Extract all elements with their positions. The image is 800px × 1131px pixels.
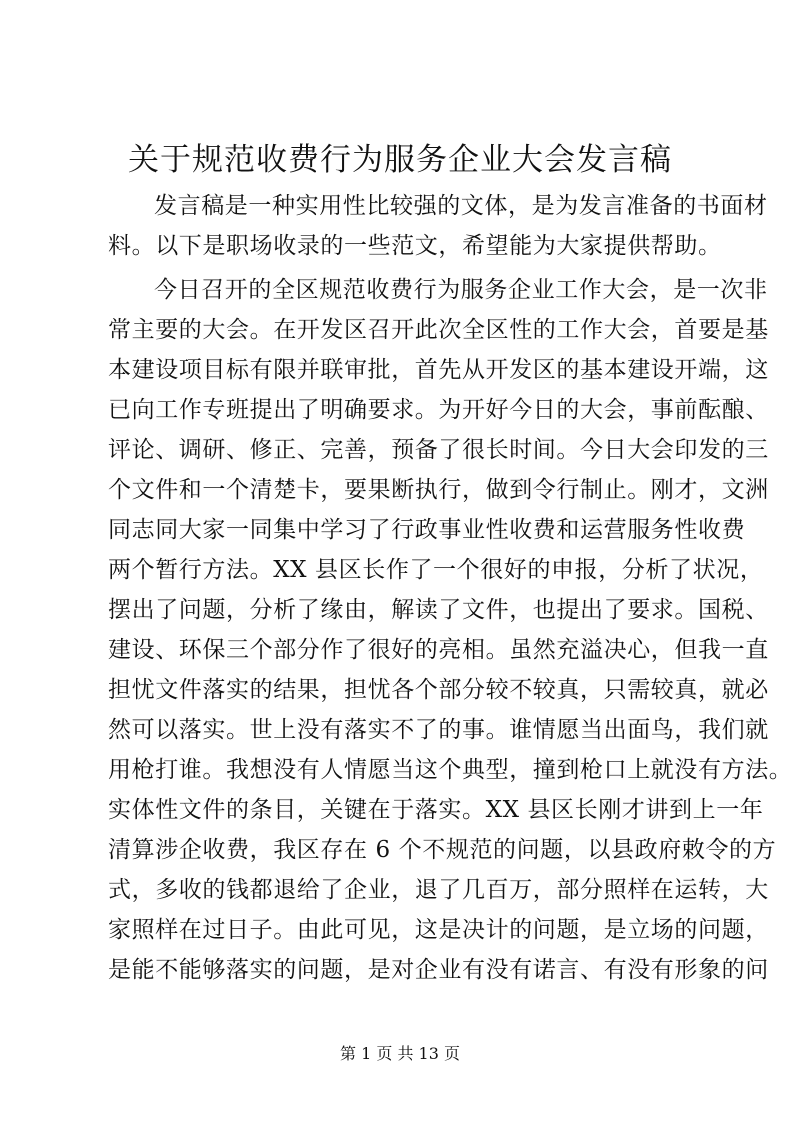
intro-line: 料。以下是职场收录的一些范文，希望能为大家提供帮助。	[108, 233, 722, 259]
paragraph-line: 两个暂行方法。XX 县区长作了一个很好的申报，分析了状况，	[108, 557, 764, 583]
paragraph-line: 家照样在过日子。由此可见，这是决计的问题，是立场的问题，	[108, 917, 769, 943]
paragraph-line: 实体性文件的条目，关键在于落实。XX 县区长刚才讲到上一年	[108, 797, 764, 823]
paragraph-line: 评论、调研、修正、完善，预备了很长时间。今日大会印发的三	[108, 437, 769, 463]
document-body	[108, 186, 793, 990]
paragraph-line: 用枪打谁。我想没有人情愿当这个典型，撞到枪口上就没有方法。	[108, 757, 793, 783]
paragraph-line: 常主要的大会。在开发区召开此次全区性的工作大会，首要是基	[108, 317, 769, 343]
intro-line: 发言稿是一种实用性比较强的文体，是为发言准备的书面材	[154, 193, 768, 219]
page-title: 关于规范收费行为服务企业大会发言稿	[128, 142, 672, 178]
paragraph-line: 然可以落实。世上没有落实不了的事。谁情愿当出面鸟，我们就	[108, 717, 769, 743]
paragraph-line: 式，多收的钱都退给了企业，退了几百万，部分照样在运转，大	[108, 877, 769, 903]
paragraph-line: 是能不能够落实的问题，是对企业有没有诺言、有没有形象的问	[108, 957, 769, 983]
page-number-footer: 第 1 页 共 13 页	[340, 1044, 460, 1063]
paragraph-line: 清算涉企收费，我区存在 6 个不规范的问题，以县政府敕令的方	[108, 837, 777, 863]
paragraph-line: 同志同大家一同集中学习了行政事业性收费和运营服务性收费	[108, 517, 746, 543]
paragraph-line: 已向工作专班提出了明确要求。为开好今日的大会，事前酝酿、	[108, 397, 769, 423]
paragraph-line: 担忧文件落实的结果，担忧各个部分较不较真，只需较真，就必	[108, 677, 769, 703]
paragraph-line: 建设、环保三个部分作了很好的亮相。虽然充溢决心，但我一直	[108, 637, 769, 663]
paragraph-line: 本建设项目标有限并联审批，首先从开发区的基本建设开端，这	[108, 357, 769, 383]
paragraph-line: 个文件和一个清楚卡，要果断执行，做到令行制止。刚才，文洲	[108, 477, 769, 503]
paragraph-line: 今日召开的全区规范收费行为服务企业工作大会，是一次非	[154, 277, 768, 303]
paragraph-line: 摆出了问题，分析了缘由，解读了文件，也提出了要求。国税、	[108, 597, 769, 623]
